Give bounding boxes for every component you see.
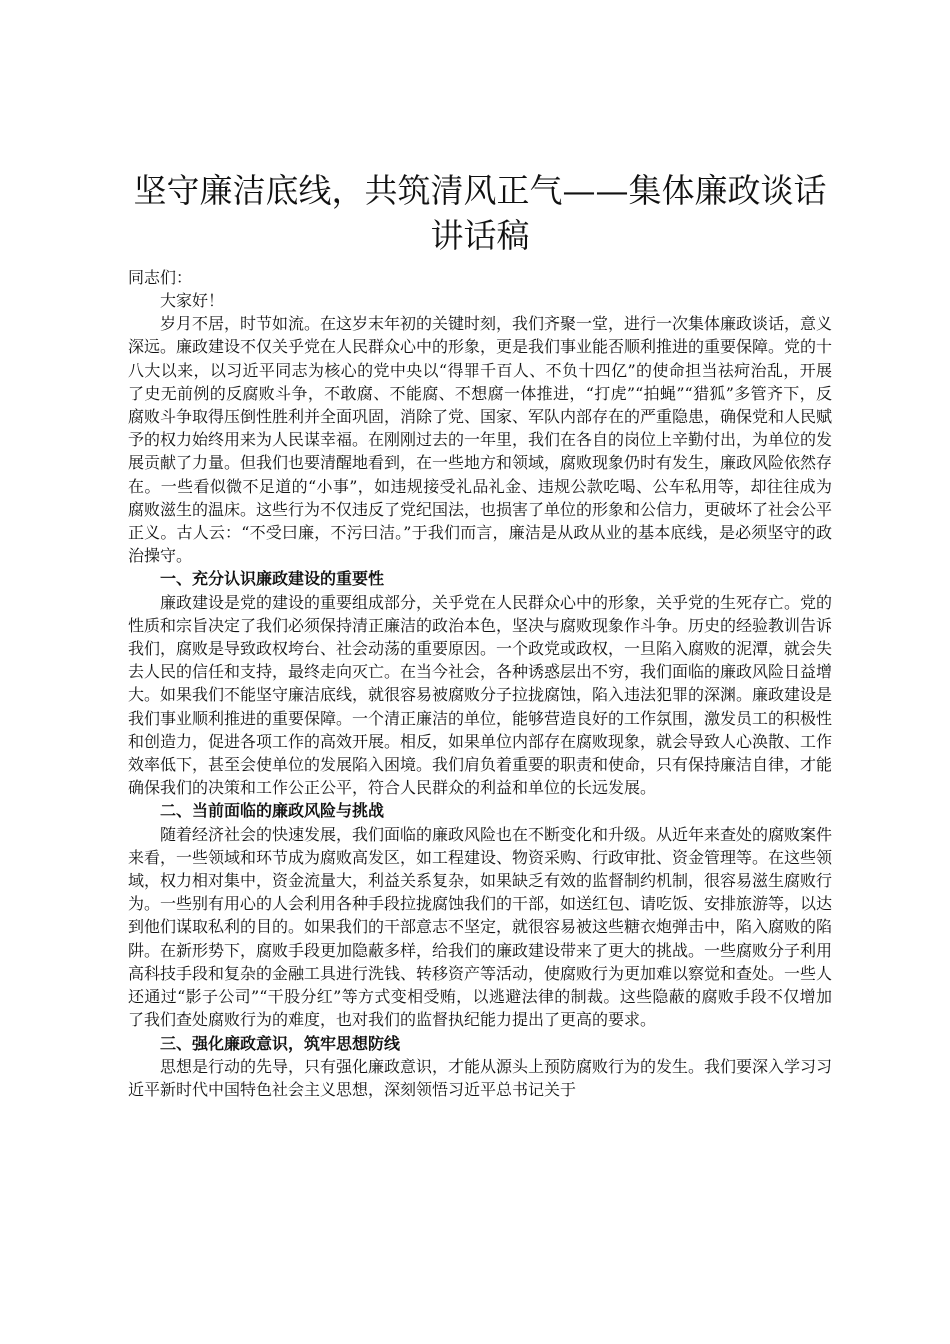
section-body-3: 思想是行动的先导，只有强化廉政意识，才能从源头上预防腐败行为的发生。我们要深入学习习近平新时代中国特色社会主义思想，深刻领悟习近平总书记关于 (128, 1056, 833, 1099)
document-page (128, 168, 832, 1101)
document-title: 坚守廉洁底线，共筑清风正气——集体廉政谈话讲话稿 (133, 171, 827, 255)
intro-paragraph: 岁月不居，时节如流。在这岁末年初的关键时刻，我们齐聚一堂，进行一次集体廉政谈话，意义深远。廉政建设不仅关乎党在人民群众心中的形象，更是我们事业能否顺利推进的重要保障。党的十八大以来，以习近平同志为核心的党中央以“得罪千百人、不负十四亿”的使命担当祛疴治乱，开展了史无前例的反腐败斗争，不敢腐、不能腐、不想腐一体推进，“打虎”“拍蝇”“猎狐”多管齐下，反腐败斗争取得压倒性胜利并全面巩固，消除了党、国家、军队内部存在的严重隐患，确保党和人民赋予的权力始终用来为人民谋幸福。在刚刚过去的一年里，我们在各自的岗位上辛勤付出，为单位的发展贡献了力量。但我们也要清醒地看到，在一些地方和领域，腐败现象仍时有发生，廉政风险依然存在。一些看似微不足道的“小事”，如违规接受礼品礼金、违规公款吃喝、公车私用等，却往往成为腐败滋生的温床。这些行为不仅违反了党纪国法，也损害了单位的形象和公信力，更破坏了社会公平正义。古人云：“不受曰廉，不污曰洁。”于我们而言，廉洁是从政从业的基本底线，是必须坚守的政治操守。 (128, 314, 833, 566)
salutation: 同志们： (128, 268, 193, 287)
section-heading-2: 二、当前面临的廉政风险与挑战 (160, 801, 385, 821)
section-heading-3: 三、强化廉政意识，筑牢思想防线 (160, 1033, 401, 1053)
section-heading-1: 一、充分认识廉政建设的重要性 (160, 569, 385, 589)
section-body-2: 随着经济社会的快速发展，我们面临的廉政风险也在不断变化和升级。从近年来查处的腐败案件来看，一些领域和环节成为腐败高发区，如工程建设、物资采购、行政审批、资金管理等。在这些领域，权力相对集中，资金流量大，利益关系复杂，如果缺乏有效的监督制约机制，很容易滋生腐败行为。一些别有用心的人会利用各种手段拉拢腐蚀我们的干部，如送红包、请吃饭、安排旅游等，以达到他们谋取私利的目的。如果我们的干部意志不坚定，就很容易被这些糖衣炮弹击中，陷入腐败的陷阱。在新形势下，腐败手段更加隐蔽多样，给我们的廉政建设带来了更大的挑战。一些腐败分子利用高科技手段和复杂的金融工具进行洗钱、转移资产等活动，使腐败行为更加难以察觉和查处。一些人还通过“影子公司”“干股分红”等方式变相受贿，以逃避法律的制裁。这些隐蔽的腐败手段不仅增加了我们查处腐败行为的难度，也对我们的监督执纪能力提出了更高的要求。 (128, 824, 833, 1030)
section-body-1: 廉政建设是党的建设的重要组成部分，关乎党在人民群众心中的形象，关乎党的生死存亡。党的性质和宗旨决定了我们必须保持清正廉洁的政治本色，坚决与腐败现象作斗争。历史的经验教训告诉我们，腐败是导致政权垮台、社会动荡的重要原因。一个政党或政权，一旦陷入腐败的泥潭，就会失去人民的信任和支持，最终走向灭亡。在当今社会，各种诱惑层出不穷，我们面临的廉政风险日益增大。如果我们不能坚守廉洁底线，就很容易被腐败分子拉拢腐蚀，陷入违法犯罪的深渊。廉政建设是我们事业顺利推进的重要保障。一个清正廉洁的单位，能够营造良好的工作氛围，激发员工的积极性和创造力，促进各项工作的高效开展。相反，如果单位内部存在腐败现象，就会导致人心涣散、工作效率低下，甚至会使单位的发展陷入困境。我们肩负着重要的职责和使命，只有保持廉洁自律，才能确保我们的决策和工作公正公平，符合人民群众的利益和单位的长远发展。 (128, 592, 833, 798)
greeting-line: 大家好！ (160, 291, 225, 310)
